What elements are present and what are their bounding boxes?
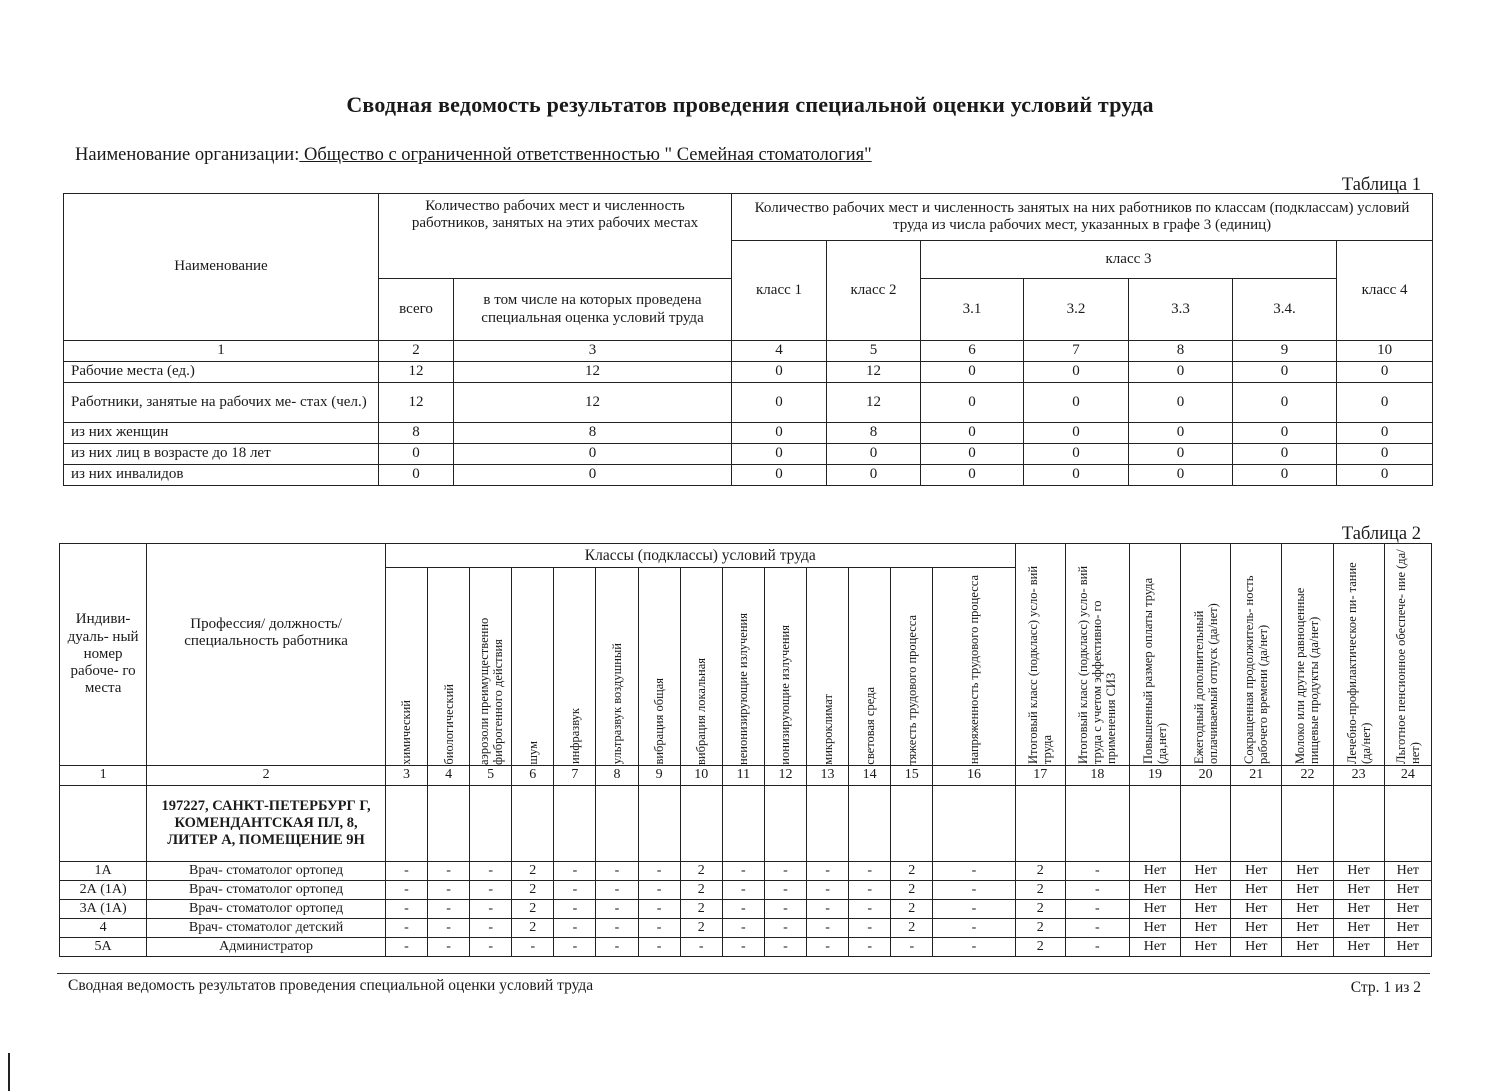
table2-body	[60, 862, 1432, 957]
column-number: 24	[1384, 766, 1431, 786]
cell-value: 0	[1233, 383, 1337, 423]
cell-value: 0	[1024, 465, 1129, 486]
cell-value: -	[849, 919, 891, 938]
column-number: 23	[1333, 766, 1384, 786]
cell-value: 12	[454, 362, 732, 383]
cell-value: 0	[1024, 362, 1129, 383]
cell-value: -	[680, 938, 722, 957]
cell-value: -	[933, 938, 1015, 957]
cell-value: -	[933, 881, 1015, 900]
cell-value: 2	[512, 919, 554, 938]
workplace-id: 2А (1А)	[60, 881, 147, 900]
cell-value: 12	[454, 383, 732, 423]
cell-value: 0	[827, 465, 921, 486]
table-row	[60, 900, 1432, 919]
cell-value: Нет	[1129, 881, 1180, 900]
cell-value: -	[1065, 881, 1129, 900]
header-extra-2: Повышенный размер оплаты труда (да,нет)	[1129, 544, 1180, 766]
cell-value: -	[638, 862, 680, 881]
cell-value: Нет	[1282, 881, 1333, 900]
cell-value: 0	[1337, 383, 1433, 423]
factor-header: шум	[512, 568, 554, 766]
cell-value: -	[764, 862, 806, 881]
cell-value: 0	[1337, 444, 1433, 465]
header-classes: Количество рабочих мест и численность занятых на них работников по классам (подклассам) условий труда из числа рабочих мест, указанных в графе 3 (единиц)	[732, 194, 1433, 241]
cell-value: -	[638, 900, 680, 919]
cell-value: Нет	[1333, 881, 1384, 900]
row-label: из них инвалидов	[64, 465, 379, 486]
table-row	[64, 465, 1433, 486]
factor-header: биологический	[428, 568, 470, 766]
organization-name: Общество с ограниченной ответственностью " Семейная стоматология"	[299, 145, 872, 165]
column-number: 7	[554, 766, 596, 786]
cell-value: 0	[732, 444, 827, 465]
cell-value: 0	[732, 362, 827, 383]
cell-value: 0	[827, 444, 921, 465]
factor-header: неионизирующие излучения	[722, 568, 764, 766]
cell-value: 0	[1337, 362, 1433, 383]
cell-value: Нет	[1181, 881, 1231, 900]
document-title: Сводная ведомость результатов проведения специальной оценки условий труда	[346, 92, 1154, 117]
cell-value: -	[385, 900, 427, 919]
column-number: 9	[638, 766, 680, 786]
column-number: 17	[1015, 766, 1065, 786]
factor-header: аэрозоли преимущественно фиброгенного действия	[470, 568, 512, 766]
profession: Врач- стоматолог ортопед	[147, 862, 386, 881]
cell-value: -	[512, 938, 554, 957]
profession: Администратор	[147, 938, 386, 957]
column-number: 6	[512, 766, 554, 786]
cell-value: 0	[454, 465, 732, 486]
cell-value: 0	[921, 362, 1024, 383]
column-numbers-row	[60, 766, 1432, 786]
workplace-id: 3А (1А)	[60, 900, 147, 919]
cell-value: -	[385, 862, 427, 881]
cell-value: 0	[1233, 423, 1337, 444]
workplace-id: 5А	[60, 938, 147, 957]
header-extra-3: Ежегодный дополнительный оплачиваемый отпуск (да/нет)	[1181, 544, 1231, 766]
cell-value: -	[596, 900, 638, 919]
cell-value: Нет	[1129, 938, 1180, 957]
table-row	[64, 383, 1433, 423]
cell-value: 0	[732, 383, 827, 423]
row-label: Работники, занятые на рабочих ме- стах (чел.)	[64, 383, 379, 423]
cell-value: -	[722, 881, 764, 900]
summary-table-2	[59, 543, 1432, 957]
cell-value: 0	[921, 465, 1024, 486]
cell-value: 2	[680, 919, 722, 938]
profession: Врач- стоматолог ортопед	[147, 900, 386, 919]
header-workplace-id: Индиви- дуаль- ный номер рабоче- го места	[60, 544, 147, 766]
cell-value: -	[849, 862, 891, 881]
cell-value: Нет	[1231, 862, 1282, 881]
header-extra-1: Итоговый класс (подкласс) усло- вий труда с учетом эффективно- го применения СИЗ	[1065, 544, 1129, 766]
header-3-4: 3.4.	[1233, 279, 1337, 341]
cell-value: -	[385, 938, 427, 957]
cell-value: 2	[1015, 881, 1065, 900]
column-number: 22	[1282, 766, 1333, 786]
cell-value: 0	[1337, 423, 1433, 444]
cell-value: -	[722, 919, 764, 938]
cell-value: 2	[891, 900, 933, 919]
cell-value: 0	[454, 444, 732, 465]
column-number: 10	[1337, 341, 1433, 362]
factor-header: тяжесть трудового процесса	[891, 568, 933, 766]
cell-value: 2	[1015, 900, 1065, 919]
cell-value: -	[764, 938, 806, 957]
factor-header: химический	[385, 568, 427, 766]
cell-value: -	[807, 919, 849, 938]
cell-value: Нет	[1384, 881, 1431, 900]
cell-value: -	[385, 919, 427, 938]
cell-value: -	[933, 919, 1015, 938]
cell-value: 0	[1233, 465, 1337, 486]
cell-value: -	[807, 938, 849, 957]
factor-header: ионизирующие излучения	[764, 568, 806, 766]
cell-value: -	[807, 900, 849, 919]
cell-value: -	[638, 881, 680, 900]
cell-value: -	[1065, 900, 1129, 919]
column-numbers-row	[64, 341, 1433, 362]
cell-value: Нет	[1181, 900, 1231, 919]
organization-label: Наименование организации:	[75, 145, 300, 165]
cell-value: Нет	[1282, 919, 1333, 938]
cell-value: Нет	[1333, 919, 1384, 938]
address-empty-cell	[60, 786, 147, 862]
cell-value: -	[554, 862, 596, 881]
factor-header: световая среда	[849, 568, 891, 766]
cell-value: 12	[827, 383, 921, 423]
cell-value: 2	[891, 881, 933, 900]
factor-header: инфразвук	[554, 568, 596, 766]
header-assessed: в том числе на которых проведена специальная оценка условий труда	[454, 279, 732, 341]
cell-value: -	[764, 900, 806, 919]
workplace-address: 197227, САНКТ-ПЕТЕРБУРГ Г, КОМЕНДАНТСКАЯ ПЛ, 8, ЛИТЕР А, ПОМЕЩЕНИЕ 9Н	[147, 786, 386, 862]
cell-value: 0	[379, 465, 454, 486]
cell-value: Нет	[1384, 919, 1431, 938]
column-number: 9	[1233, 341, 1337, 362]
cell-value: Нет	[1231, 938, 1282, 957]
column-number: 13	[807, 766, 849, 786]
factor-header: вибрация общая	[638, 568, 680, 766]
cell-value: Нет	[1181, 862, 1231, 881]
cell-value: 0	[1024, 444, 1129, 465]
cell-value: 12	[379, 362, 454, 383]
factor-header: микроклимат	[807, 568, 849, 766]
organization-line	[75, 145, 872, 166]
cell-value: Нет	[1384, 938, 1431, 957]
profession: Врач- стоматолог ортопед	[147, 881, 386, 900]
cell-value: Нет	[1384, 900, 1431, 919]
cell-value: -	[554, 900, 596, 919]
header-class2: класс 2	[827, 241, 921, 341]
cell-value: -	[933, 862, 1015, 881]
cell-value: -	[470, 862, 512, 881]
column-number: 20	[1181, 766, 1231, 786]
cell-value: Нет	[1333, 938, 1384, 957]
column-number: 14	[849, 766, 891, 786]
cell-value: -	[807, 881, 849, 900]
cell-value: 2	[512, 862, 554, 881]
cell-value: 2	[891, 919, 933, 938]
factor-header: ультразвук воздушный	[596, 568, 638, 766]
workplace-id: 1А	[60, 862, 147, 881]
header-extra-6: Лечебно-профилактическое пи- тание (да/нет)	[1333, 544, 1384, 766]
column-number: 4	[732, 341, 827, 362]
column-number: 10	[680, 766, 722, 786]
table-row	[60, 919, 1432, 938]
header-extra-7: Льготное пенсионное обеспече- ние (да/нет)	[1384, 544, 1431, 766]
table-row	[64, 423, 1433, 444]
cell-value: -	[554, 938, 596, 957]
factor-header: напряженность трудового процесса	[933, 568, 1015, 766]
cell-value: -	[596, 862, 638, 881]
column-number: 3	[385, 766, 427, 786]
cell-value: Нет	[1129, 862, 1180, 881]
cell-value: -	[596, 919, 638, 938]
column-number: 8	[1129, 341, 1233, 362]
cell-value: 2	[680, 862, 722, 881]
header-3-3: 3.3	[1129, 279, 1233, 341]
cell-value: -	[722, 862, 764, 881]
cell-value: -	[385, 881, 427, 900]
workplace-id: 4	[60, 919, 147, 938]
column-number: 1	[60, 766, 147, 786]
cell-value: 2	[1015, 938, 1065, 957]
footer-title: Сводная ведомость результатов проведения специальной оценки условий труда	[68, 977, 594, 994]
column-number: 18	[1065, 766, 1129, 786]
cell-value: -	[428, 881, 470, 900]
header-total: всего	[379, 279, 454, 341]
cell-value: -	[470, 938, 512, 957]
cell-value: 12	[827, 362, 921, 383]
footer-rule	[57, 973, 1430, 974]
table1-body	[64, 362, 1433, 486]
profession: Врач- стоматолог детский	[147, 919, 386, 938]
cell-value: 0	[379, 444, 454, 465]
cell-value: Нет	[1231, 900, 1282, 919]
cell-value: 8	[379, 423, 454, 444]
scan-margin-mark	[8, 1053, 10, 1091]
column-number: 2	[147, 766, 386, 786]
cell-value: 0	[921, 444, 1024, 465]
cell-value: -	[849, 938, 891, 957]
column-number: 6	[921, 341, 1024, 362]
cell-value: 2	[512, 900, 554, 919]
cell-value: -	[722, 900, 764, 919]
cell-value: -	[428, 919, 470, 938]
cell-value: -	[1065, 919, 1129, 938]
cell-value: 0	[1129, 362, 1233, 383]
header-extra-4: Сокращенная продолжитель- ность рабочего времени (да/нет)	[1231, 544, 1282, 766]
table1-caption: Таблица 1	[1341, 175, 1421, 195]
cell-value: 0	[1129, 465, 1233, 486]
cell-value: 2	[512, 881, 554, 900]
cell-value: Нет	[1181, 919, 1231, 938]
cell-value: -	[596, 881, 638, 900]
cell-value: Нет	[1333, 862, 1384, 881]
cell-value: 2	[680, 900, 722, 919]
row-label: Рабочие места (ед.)	[64, 362, 379, 383]
header-extra-5: Молоко или другие равноценные пищевые продукты (да/нет)	[1282, 544, 1333, 766]
cell-value: -	[849, 900, 891, 919]
cell-value: 2	[1015, 919, 1065, 938]
cell-value: -	[554, 881, 596, 900]
column-number: 4	[428, 766, 470, 786]
header-class3: класс 3	[921, 241, 1337, 279]
cell-value: -	[428, 938, 470, 957]
table-row	[60, 862, 1432, 881]
column-number: 2	[379, 341, 454, 362]
factor-header: вибрация локальная	[680, 568, 722, 766]
cell-value: 0	[1129, 444, 1233, 465]
cell-value: 8	[827, 423, 921, 444]
cell-value: -	[1065, 862, 1129, 881]
column-number: 19	[1129, 766, 1180, 786]
column-number: 21	[1231, 766, 1282, 786]
header-3-2: 3.2	[1024, 279, 1129, 341]
table-row	[64, 362, 1433, 383]
header-name: Наименование	[64, 194, 379, 341]
cell-value: 0	[1233, 444, 1337, 465]
table2-caption: Таблица 2	[1341, 524, 1421, 544]
cell-value: 0	[732, 465, 827, 486]
cell-value: Нет	[1231, 919, 1282, 938]
cell-value: -	[428, 862, 470, 881]
table-row	[60, 938, 1432, 957]
cell-value: 0	[1129, 383, 1233, 423]
row-label: из них женщин	[64, 423, 379, 444]
cell-value: Нет	[1384, 862, 1431, 881]
column-number: 5	[827, 341, 921, 362]
header-working-conditions: Классы (подклассы) условий труда	[385, 544, 1015, 568]
column-number: 12	[764, 766, 806, 786]
header-places: Количество рабочих мест и численность работников, занятых на этих рабочих местах	[379, 194, 732, 279]
cell-value: 0	[732, 423, 827, 444]
cell-value: -	[596, 938, 638, 957]
address-row	[60, 786, 1432, 862]
cell-value: 0	[1024, 383, 1129, 423]
cell-value: Нет	[1129, 919, 1180, 938]
column-number: 1	[64, 341, 379, 362]
column-number: 3	[454, 341, 732, 362]
cell-value: -	[470, 919, 512, 938]
cell-value: -	[638, 938, 680, 957]
cell-value: Нет	[1181, 938, 1231, 957]
page-number: Стр. 1 из 2	[1350, 979, 1421, 996]
cell-value: -	[764, 919, 806, 938]
cell-value: 0	[1024, 423, 1129, 444]
cell-value: 0	[921, 423, 1024, 444]
cell-value: Нет	[1231, 881, 1282, 900]
cell-value: 2	[680, 881, 722, 900]
column-number: 16	[933, 766, 1015, 786]
cell-value: -	[849, 881, 891, 900]
cell-value: -	[470, 881, 512, 900]
cell-value: -	[807, 862, 849, 881]
cell-value: -	[638, 919, 680, 938]
cell-value: 0	[921, 383, 1024, 423]
cell-value: -	[764, 881, 806, 900]
cell-value: -	[891, 938, 933, 957]
header-extra-0: Итоговый класс (подкласс) усло- вий труда	[1015, 544, 1065, 766]
header-profession: Профессия/ должность/ специальность работника	[147, 544, 386, 766]
column-number: 7	[1024, 341, 1129, 362]
cell-value: 0	[1129, 423, 1233, 444]
cell-value: 0	[1337, 465, 1433, 486]
cell-value: -	[554, 919, 596, 938]
cell-value: -	[722, 938, 764, 957]
cell-value: -	[933, 900, 1015, 919]
cell-value: 8	[454, 423, 732, 444]
column-number: 5	[470, 766, 512, 786]
header-class4: класс 4	[1337, 241, 1433, 341]
cell-value: 2	[1015, 862, 1065, 881]
column-number: 11	[722, 766, 764, 786]
cell-value: -	[470, 900, 512, 919]
summary-table-1	[63, 193, 1433, 486]
column-number: 15	[891, 766, 933, 786]
header-3-1: 3.1	[921, 279, 1024, 341]
cell-value: 0	[1233, 362, 1337, 383]
table-row	[64, 444, 1433, 465]
header-class1: класс 1	[732, 241, 827, 341]
column-number: 8	[596, 766, 638, 786]
cell-value: Нет	[1282, 862, 1333, 881]
row-label: из них лиц в возрасте до 18 лет	[64, 444, 379, 465]
cell-value: Нет	[1282, 900, 1333, 919]
table-row	[60, 881, 1432, 900]
cell-value: Нет	[1129, 900, 1180, 919]
cell-value: -	[428, 900, 470, 919]
cell-value: -	[1065, 938, 1129, 957]
cell-value: Нет	[1282, 938, 1333, 957]
cell-value: 2	[891, 862, 933, 881]
cell-value: 12	[379, 383, 454, 423]
cell-value: Нет	[1333, 900, 1384, 919]
